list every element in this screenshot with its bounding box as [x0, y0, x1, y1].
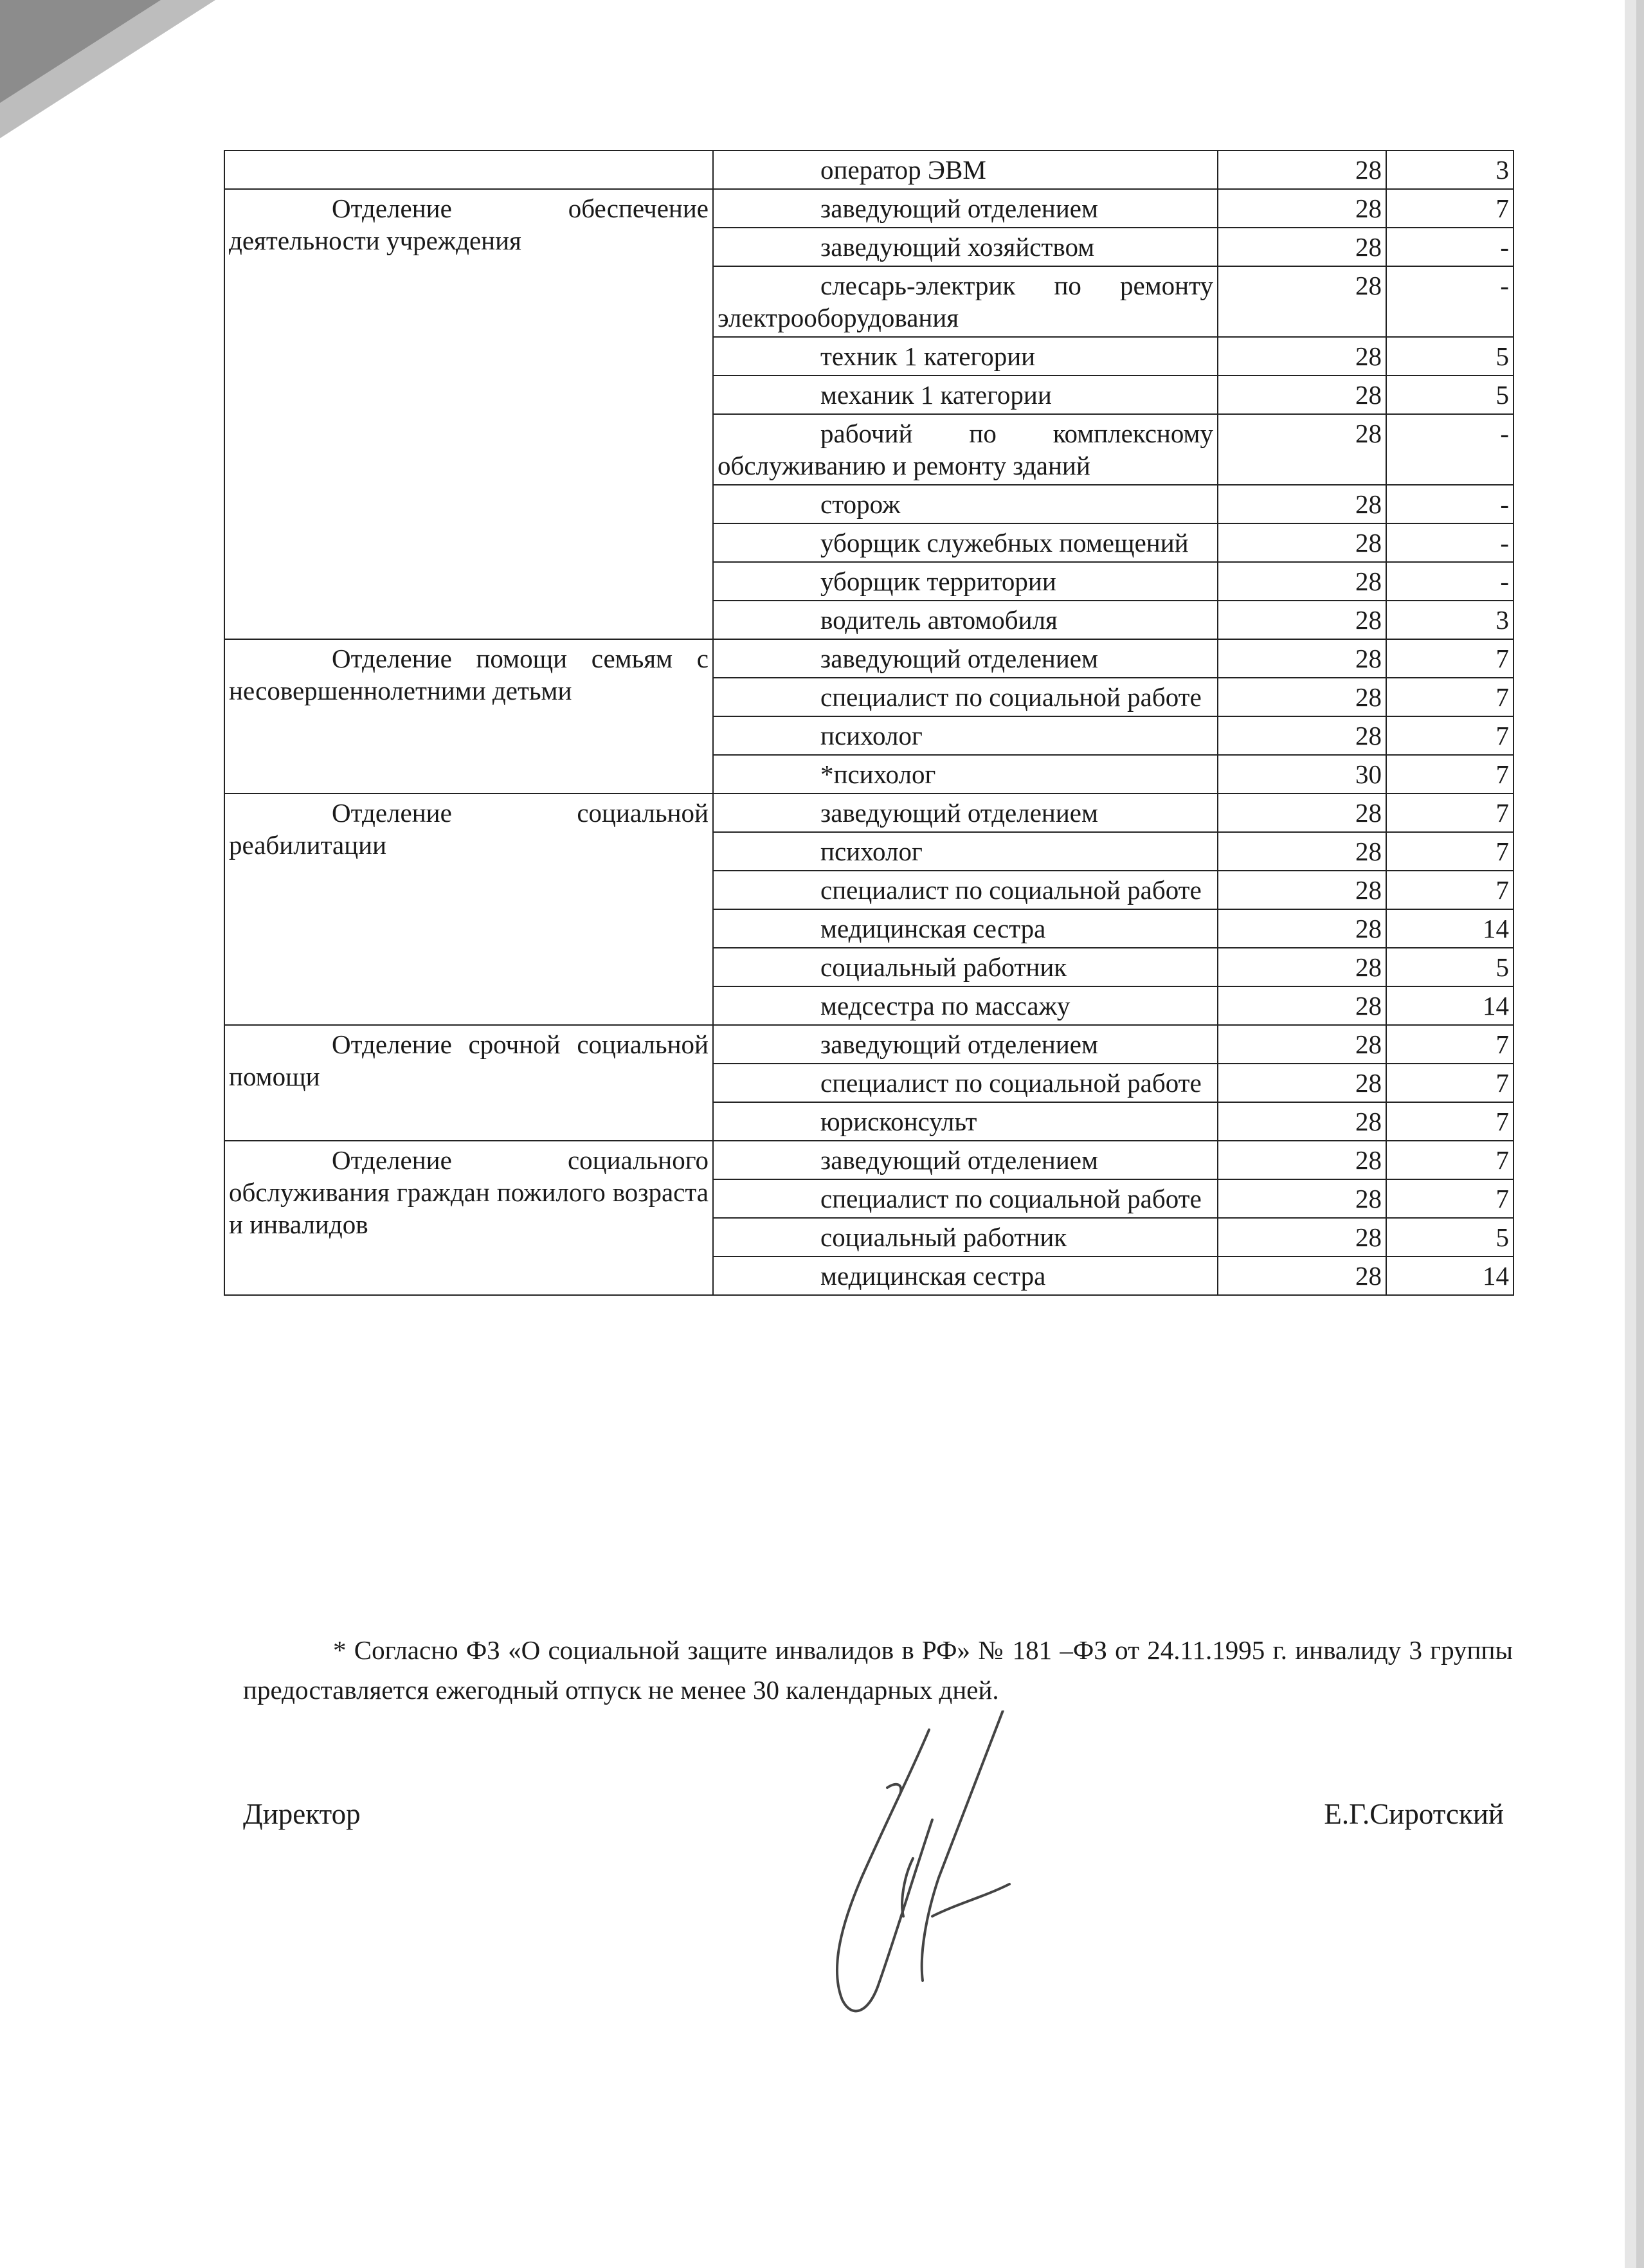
position-cell: заведующий отделением [713, 794, 1218, 832]
leave-days-cell: 28 [1218, 871, 1386, 909]
extra-days-cell: 7 [1386, 639, 1513, 678]
position-cell: психолог [713, 832, 1218, 871]
position-cell: заведующий отделением [713, 1141, 1218, 1179]
position-cell: водитель автомобиля [713, 601, 1218, 639]
leave-days-cell: 28 [1218, 678, 1386, 716]
extra-days-cell: 7 [1386, 1179, 1513, 1218]
extra-days-cell: 7 [1386, 794, 1513, 832]
position-cell: заведующий отделением [713, 189, 1218, 228]
leave-days-cell: 28 [1218, 832, 1386, 871]
department-cell: Отделение социального обслуживания граждан пожилого возраста и инвалидов [224, 1141, 713, 1295]
table-row [224, 1025, 1513, 1064]
signer-name: Е.Г.Сиротский [1324, 1798, 1504, 1830]
handwritten-signature [791, 1710, 1080, 2071]
leave-days-cell: 28 [1218, 562, 1386, 601]
position-cell: заведующий отделением [713, 639, 1218, 678]
position-cell: заведующий хозяйством [713, 228, 1218, 266]
table-row [224, 150, 1513, 189]
extra-days-cell: 5 [1386, 376, 1513, 414]
extra-days-cell: - [1386, 414, 1513, 485]
extra-days-cell: 7 [1386, 716, 1513, 755]
department-cell: Отделение срочной социальной помощи [224, 1025, 713, 1141]
position-cell: специалист по социальной работе [713, 1179, 1218, 1218]
position-cell: рабочий по комплексному обслуживанию и ремонту зданий [713, 414, 1218, 485]
leave-days-cell: 28 [1218, 986, 1386, 1025]
extra-days-cell: 7 [1386, 755, 1513, 794]
extra-days-cell: 14 [1386, 1256, 1513, 1295]
position-cell: уборщик территории [713, 562, 1218, 601]
extra-days-cell: 7 [1386, 678, 1513, 716]
extra-days-cell: 5 [1386, 1218, 1513, 1256]
position-cell: медицинская сестра [713, 1256, 1218, 1295]
leave-days-cell: 28 [1218, 414, 1386, 485]
position-cell: медицинская сестра [713, 909, 1218, 948]
table-row [224, 1141, 1513, 1179]
leave-days-cell: 28 [1218, 266, 1386, 337]
staff-leave-table [224, 150, 1514, 1296]
position-cell: оператор ЭВМ [713, 150, 1218, 189]
table-row [224, 639, 1513, 678]
position-cell: заведующий отделением [713, 1025, 1218, 1064]
extra-days-cell: 7 [1386, 189, 1513, 228]
folded-corner-shadow [0, 0, 231, 148]
leave-days-cell: 28 [1218, 1064, 1386, 1102]
department-cell: Отделение обеспечение деятельности учреждения [224, 189, 713, 639]
position-cell: медсестра по массажу [713, 986, 1218, 1025]
leave-days-cell: 28 [1218, 1256, 1386, 1295]
department-cell: Отделение помощи семьям с несовершеннолетними детьми [224, 639, 713, 794]
position-cell: слесарь-электрик по ремонту электрооборудования [713, 266, 1218, 337]
position-cell: *психолог [713, 755, 1218, 794]
footnote: * Согласно ФЗ «О социальной защите инвалидов в РФ» № 181 –ФЗ от 24.11.1995 г. инвалиду 3 группы предоставляется ежегодный отпуск не менее 30 календарных дней. [243, 1635, 1513, 1705]
extra-days-cell: - [1386, 562, 1513, 601]
leave-days-cell: 28 [1218, 1179, 1386, 1218]
leave-days-cell: 28 [1218, 794, 1386, 832]
position-cell: сторож [713, 485, 1218, 523]
leave-days-cell: 28 [1218, 523, 1386, 562]
extra-days-cell: 5 [1386, 948, 1513, 986]
extra-days-cell: - [1386, 228, 1513, 266]
leave-days-cell: 28 [1218, 1025, 1386, 1064]
leave-days-cell: 28 [1218, 189, 1386, 228]
leave-days-cell: 30 [1218, 755, 1386, 794]
leave-days-cell: 28 [1218, 228, 1386, 266]
extra-days-cell: 3 [1386, 150, 1513, 189]
extra-days-cell: 7 [1386, 1102, 1513, 1141]
position-cell: психолог [713, 716, 1218, 755]
leave-days-cell: 28 [1218, 909, 1386, 948]
signer-title: Директор [243, 1798, 361, 1830]
position-cell: социальный работник [713, 948, 1218, 986]
leave-days-cell: 28 [1218, 376, 1386, 414]
leave-days-cell: 28 [1218, 337, 1386, 376]
position-cell: уборщик служебных помещений [713, 523, 1218, 562]
leave-days-cell: 28 [1218, 601, 1386, 639]
table-row [224, 794, 1513, 832]
extra-days-cell: 7 [1386, 1064, 1513, 1102]
table-body [224, 150, 1513, 1295]
position-cell: техник 1 категории [713, 337, 1218, 376]
extra-days-cell: 7 [1386, 1141, 1513, 1179]
extra-days-cell: 7 [1386, 1025, 1513, 1064]
extra-days-cell: - [1386, 266, 1513, 337]
position-cell: социальный работник [713, 1218, 1218, 1256]
extra-days-cell: - [1386, 523, 1513, 562]
department-cell [224, 150, 713, 189]
position-cell: специалист по социальной работе [713, 678, 1218, 716]
leave-days-cell: 28 [1218, 639, 1386, 678]
extra-days-cell: 7 [1386, 871, 1513, 909]
leave-days-cell: 28 [1218, 948, 1386, 986]
leave-days-cell: 28 [1218, 485, 1386, 523]
leave-days-cell: 28 [1218, 1141, 1386, 1179]
leave-days-cell: 28 [1218, 716, 1386, 755]
extra-days-cell: 5 [1386, 337, 1513, 376]
position-cell: механик 1 категории [713, 376, 1218, 414]
extra-days-cell: 3 [1386, 601, 1513, 639]
leave-days-cell: 28 [1218, 1102, 1386, 1141]
leave-days-cell: 28 [1218, 150, 1386, 189]
position-cell: специалист по социальной работе [713, 871, 1218, 909]
department-cell: Отделение социальной реабилитации [224, 794, 713, 1025]
scan-edge-shadow [1599, 0, 1644, 2268]
extra-days-cell: 14 [1386, 986, 1513, 1025]
position-cell: специалист по социальной работе [713, 1064, 1218, 1102]
extra-days-cell: - [1386, 485, 1513, 523]
leave-days-cell: 28 [1218, 1218, 1386, 1256]
position-cell: юрисконсульт [713, 1102, 1218, 1141]
table-row [224, 189, 1513, 228]
extra-days-cell: 14 [1386, 909, 1513, 948]
extra-days-cell: 7 [1386, 832, 1513, 871]
